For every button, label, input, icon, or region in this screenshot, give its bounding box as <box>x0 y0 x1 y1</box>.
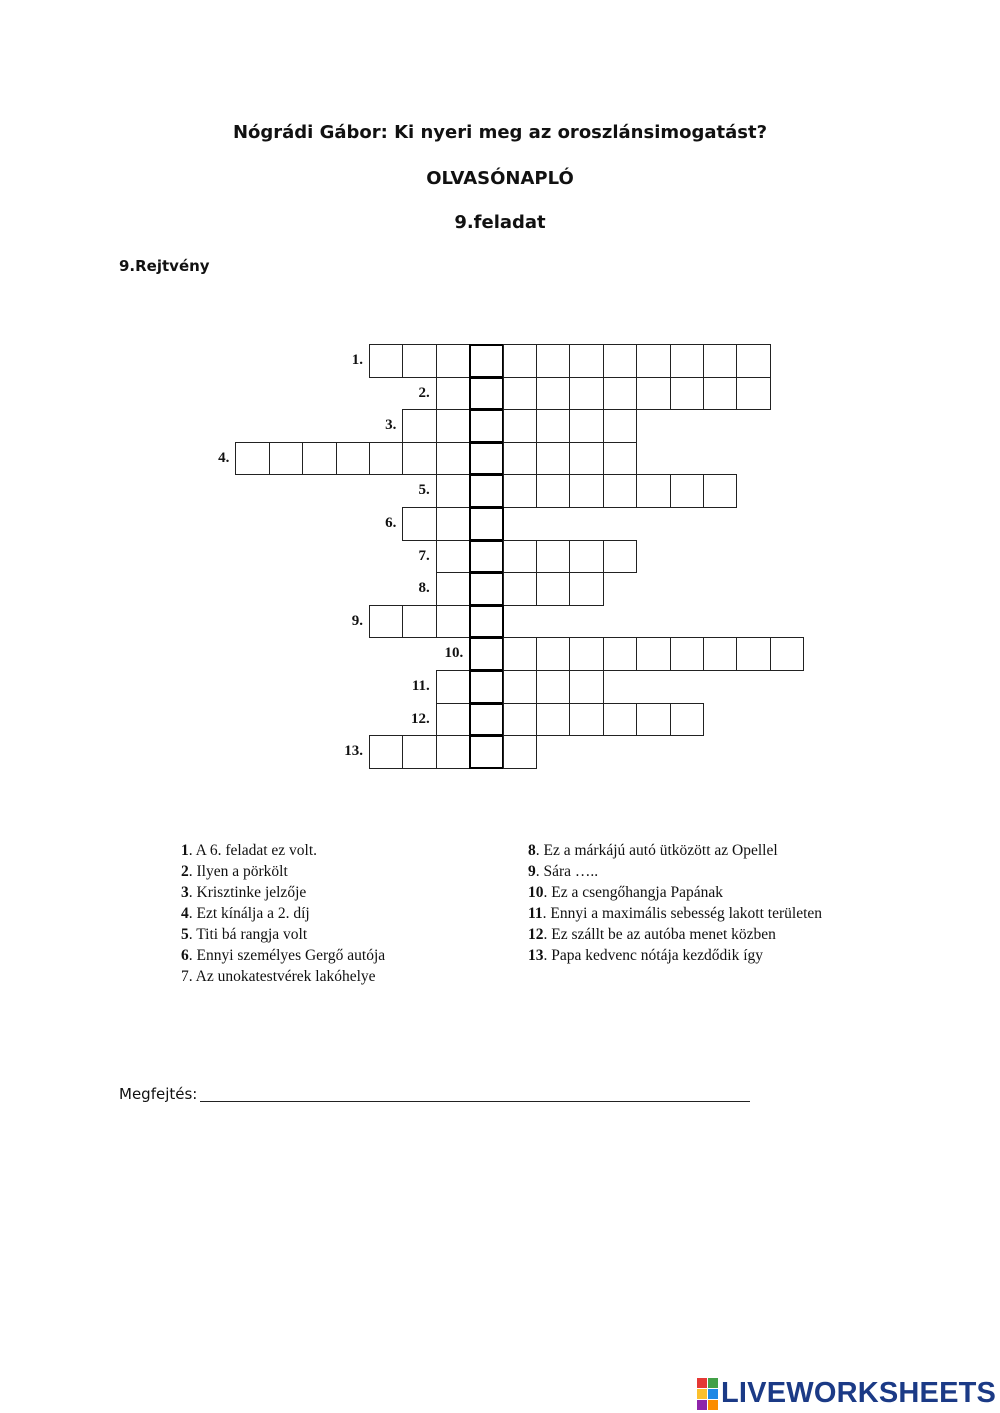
crossword-cell[interactable] <box>436 735 470 769</box>
crossword-cell[interactable] <box>469 474 503 508</box>
crossword-cell[interactable] <box>503 442 537 476</box>
crossword-cell[interactable] <box>536 703 570 737</box>
crossword-cell[interactable] <box>436 572 470 606</box>
clue-number: 8 <box>528 842 536 859</box>
crossword-cell[interactable] <box>536 377 570 411</box>
clue-number: 6 <box>181 947 189 964</box>
crossword-cell[interactable] <box>670 377 704 411</box>
crossword-row-number: 9. <box>351 612 363 629</box>
clue-text: . Titi bá rangja volt <box>188 926 308 943</box>
clue-text: . Papa kedvenc nótája kezdődik így <box>543 947 764 964</box>
crossword-cell[interactable] <box>402 442 436 476</box>
crossword-cell[interactable] <box>603 540 637 574</box>
clue-item <box>181 840 501 861</box>
crossword-cell[interactable] <box>569 442 603 476</box>
crossword-cell[interactable] <box>569 474 603 508</box>
crossword-row-number: 12. <box>411 710 430 727</box>
clue-text: . Ez a csengőhangja Papának <box>543 884 723 901</box>
crossword-cell[interactable] <box>770 637 804 671</box>
clue-item <box>528 861 848 882</box>
logo-square <box>708 1389 718 1399</box>
crossword-cell[interactable] <box>436 344 470 378</box>
crossword-cell[interactable] <box>436 474 470 508</box>
crossword-cell[interactable] <box>703 344 737 378</box>
crossword-cell[interactable] <box>503 474 537 508</box>
clue-number: 5 <box>181 926 189 943</box>
crossword-row-number: 11. <box>411 678 430 694</box>
crossword-cell[interactable] <box>603 409 637 443</box>
crossword-cell[interactable] <box>670 474 704 508</box>
worksheet-subtitle: OLVASÓNAPLÓ <box>426 168 574 189</box>
crossword-cell[interactable] <box>569 344 603 378</box>
crossword-row-number: 10. <box>444 645 464 662</box>
crossword-cell[interactable] <box>469 409 503 443</box>
crossword-cell[interactable] <box>503 637 537 671</box>
crossword-cell[interactable] <box>336 442 370 476</box>
clue-number: 12 <box>528 926 544 943</box>
clue-text: . Ez a márkájú autó ütközött az Opellel <box>535 842 778 859</box>
crossword-cell[interactable] <box>369 605 403 639</box>
clue-text: . Ez szállt be az autóba menet közben <box>543 926 776 943</box>
crossword-cell[interactable] <box>436 670 470 704</box>
crossword-cell[interactable] <box>436 409 470 443</box>
crossword-cell[interactable] <box>436 507 470 541</box>
crossword-row-number: 7. <box>418 547 430 564</box>
logo-square <box>708 1378 718 1388</box>
crossword-cell[interactable] <box>636 474 670 508</box>
crossword-cell[interactable] <box>536 670 570 704</box>
crossword-cell[interactable] <box>536 474 570 508</box>
crossword-cell[interactable] <box>603 377 637 411</box>
crossword-cell[interactable] <box>436 605 470 639</box>
crossword-cell[interactable] <box>736 344 770 378</box>
crossword-cell[interactable] <box>469 540 503 574</box>
crossword-cell[interactable] <box>569 572 603 606</box>
crossword-cell[interactable] <box>703 377 737 411</box>
logo-square <box>697 1378 707 1388</box>
crossword-cell[interactable] <box>369 344 403 378</box>
crossword-cell[interactable] <box>469 735 503 769</box>
crossword-cell[interactable] <box>703 474 737 508</box>
crossword-cell[interactable] <box>402 409 436 443</box>
crossword-cell[interactable] <box>402 507 436 541</box>
crossword-cell[interactable] <box>603 344 637 378</box>
clue-number: 4 <box>181 905 189 922</box>
crossword-cell[interactable] <box>469 703 503 737</box>
crossword-cell[interactable] <box>703 637 737 671</box>
crossword-cell[interactable] <box>503 703 537 737</box>
clues-left-column <box>181 840 501 987</box>
crossword-cell[interactable] <box>469 637 503 671</box>
crossword-cell[interactable] <box>235 442 269 476</box>
crossword-cell[interactable] <box>569 409 603 443</box>
crossword-cell[interactable] <box>503 735 537 769</box>
crossword-row-number: 3. <box>385 417 397 434</box>
clue-number: 3 <box>181 884 189 901</box>
crossword-cell[interactable] <box>736 377 770 411</box>
task-number: 9.feladat <box>454 212 546 233</box>
crossword-cell[interactable] <box>503 540 537 574</box>
crossword-cell[interactable] <box>536 409 570 443</box>
clue-item <box>181 903 501 924</box>
clue-text: . Ezt kínálja a 2. díj <box>188 905 310 922</box>
clue-item <box>181 861 501 882</box>
crossword-cell[interactable] <box>469 605 503 639</box>
crossword-cell[interactable] <box>536 572 570 606</box>
crossword-cell[interactable] <box>569 540 603 574</box>
clue-item <box>181 966 501 987</box>
clue-text: . A 6. feladat ez volt. <box>188 842 318 859</box>
clue-item <box>181 945 501 966</box>
crossword-cell[interactable] <box>636 637 670 671</box>
worksheet-title: Nógrádi Gábor: Ki nyeri meg az oroszlánsimogatást? <box>232 122 768 143</box>
clue-item <box>528 882 848 903</box>
crossword-cell[interactable] <box>402 344 436 378</box>
crossword-cell[interactable] <box>569 377 603 411</box>
clue-number: 9 <box>528 863 536 880</box>
brand-logo <box>697 1377 996 1410</box>
clue-item <box>181 924 501 945</box>
crossword-cell[interactable] <box>603 703 637 737</box>
crossword-cell[interactable] <box>636 377 670 411</box>
logo-square <box>697 1400 707 1410</box>
clue-number: 11 <box>528 905 543 922</box>
crossword-cell[interactable] <box>636 344 670 378</box>
clue-text: . Ilyen a pörkölt <box>188 863 288 880</box>
crossword-cell[interactable] <box>536 442 570 476</box>
crossword-cell[interactable] <box>269 442 303 476</box>
logo-square <box>697 1389 707 1399</box>
crossword-cell[interactable] <box>369 442 403 476</box>
crossword-cell[interactable] <box>736 637 770 671</box>
clue-item <box>528 903 848 924</box>
clue-text: . Az unokatestvérek lakóhelye <box>188 968 376 985</box>
crossword-cell[interactable] <box>569 670 603 704</box>
crossword-cell[interactable] <box>503 670 537 704</box>
clue-number: 13 <box>528 947 544 964</box>
crossword-cell[interactable] <box>536 344 570 378</box>
crossword-row-number: 4. <box>218 449 230 466</box>
clue-item <box>528 924 848 945</box>
crossword-row-number: 5. <box>418 482 430 499</box>
answer-input-line[interactable] <box>200 1101 750 1102</box>
crossword-cell[interactable] <box>636 703 670 737</box>
logo-square <box>708 1400 718 1410</box>
clue-item <box>181 882 501 903</box>
crossword-row-number: 6. <box>385 515 397 531</box>
liveworksheets-icon <box>697 1378 718 1410</box>
section-label: 9.Rejtvény <box>119 257 210 275</box>
crossword-cell[interactable] <box>670 703 704 737</box>
crossword-cell[interactable] <box>503 572 537 606</box>
brand-name: LIVEWORKSHEETS <box>721 1377 997 1409</box>
crossword-cell[interactable] <box>469 344 503 378</box>
crossword-cell[interactable] <box>469 507 503 541</box>
clue-number: 7 <box>181 968 189 985</box>
clue-text: . Ennyi személyes Gergő autója <box>188 947 386 964</box>
crossword-cell[interactable] <box>536 637 570 671</box>
crossword-cell[interactable] <box>469 572 503 606</box>
crossword-cell[interactable] <box>670 637 704 671</box>
crossword-cell[interactable] <box>569 703 603 737</box>
crossword-cell[interactable] <box>402 735 436 769</box>
clues-right-column <box>528 840 848 966</box>
crossword-cell[interactable] <box>469 442 503 476</box>
clue-number: 10 <box>528 884 544 901</box>
clue-text: . Ennyi a maximális sebesség lakott területen <box>542 905 823 922</box>
clue-number: 1 <box>181 842 189 859</box>
crossword-row-number: 2. <box>418 384 430 401</box>
clue-item <box>528 840 848 861</box>
crossword-cell[interactable] <box>569 637 603 671</box>
crossword-cell[interactable] <box>436 377 470 411</box>
answer-label: Megfejtés: <box>119 1085 198 1103</box>
crossword-cell[interactable] <box>436 442 470 476</box>
crossword-row-number: 8. <box>418 580 430 597</box>
crossword-cell[interactable] <box>503 344 537 378</box>
crossword-cell[interactable] <box>402 605 436 639</box>
clue-number: 2 <box>181 863 189 880</box>
crossword-cell[interactable] <box>603 474 637 508</box>
crossword-row-number: 1. <box>351 352 363 368</box>
clue-text: . Krisztinke jelzője <box>188 884 307 901</box>
crossword-cell[interactable] <box>469 670 503 704</box>
crossword-cell[interactable] <box>302 442 336 476</box>
crossword-cell[interactable] <box>436 703 470 737</box>
crossword-cell[interactable] <box>503 409 537 443</box>
crossword-cell[interactable] <box>603 442 637 476</box>
crossword-cell[interactable] <box>603 637 637 671</box>
crossword-row-number: 13. <box>344 743 363 760</box>
crossword-cell[interactable] <box>670 344 704 378</box>
crossword-cell[interactable] <box>503 377 537 411</box>
clue-item <box>528 945 848 966</box>
crossword-cell[interactable] <box>469 377 503 411</box>
crossword-cell[interactable] <box>369 735 403 769</box>
crossword-cell[interactable] <box>536 540 570 574</box>
crossword-cell[interactable] <box>436 540 470 574</box>
clue-text: . Sára ….. <box>535 863 599 880</box>
